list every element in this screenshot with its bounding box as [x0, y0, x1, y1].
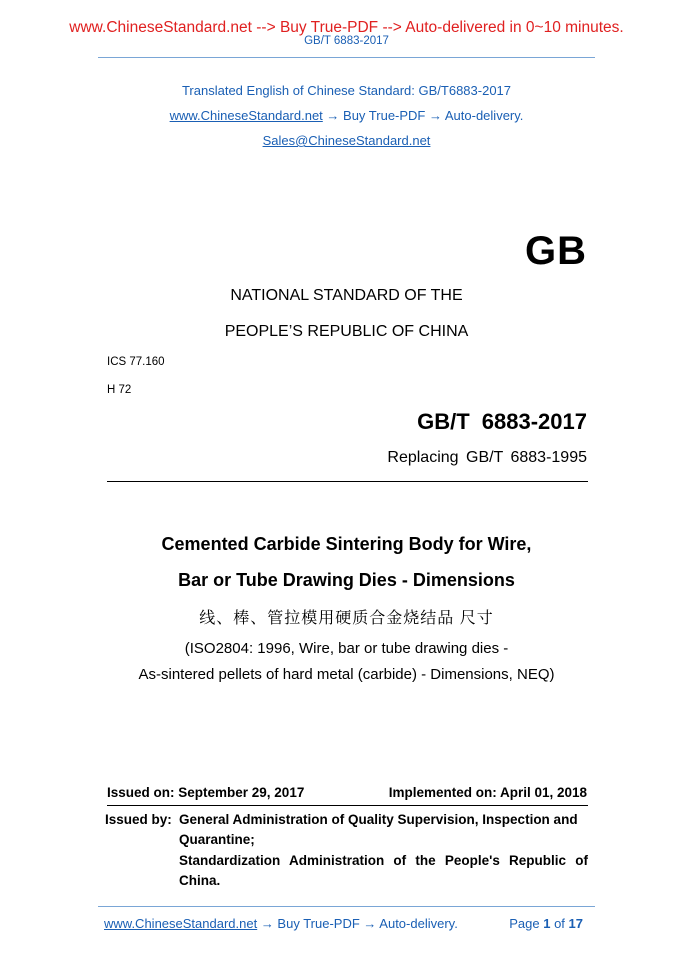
footer-site-suffix: → Buy True-PDF → Auto-delivery. — [257, 916, 458, 931]
gb-logo: GB — [525, 229, 587, 273]
top-banner[interactable]: www.ChineseStandard.net --> Buy True-PDF --> Auto-delivered in 0~10 minutes. — [69, 19, 624, 36]
english-title-line1: Cemented Carbide Sintering Body for Wire, — [161, 534, 532, 554]
issued-date: Issued on: September 29, 2017 — [107, 785, 305, 800]
page-label: Page — [509, 916, 540, 931]
issuer-org1-line1: General Administration of Quality Supervision, Inspection and — [179, 812, 578, 827]
english-title-line2: Bar or Tube Drawing Dies - Dimensions — [178, 570, 515, 590]
intro-link-line — [0, 108, 693, 123]
issuer-org1 — [179, 810, 588, 850]
page-total: 17 — [568, 916, 583, 931]
header-standard-code: GB/T 6883-2017 — [304, 35, 389, 47]
sales-email-line — [0, 133, 693, 148]
implemented-date: Implemented on: April 01, 2018 — [388, 785, 587, 800]
issuer-org1-line2: Quarantine; — [179, 832, 255, 847]
issuer-org2 — [179, 851, 588, 891]
footer-link-line — [104, 916, 458, 931]
translation-note: Translated English of Chinese Standard: GB/T6883-2017 — [181, 83, 512, 98]
issuer-org2-line1: Standardization Administration of the People's Republic of — [179, 853, 588, 868]
replacing-standard: Replacing GB/T 6883-1995 — [387, 449, 587, 466]
standard-number: GB/T 6883-2017 — [417, 409, 587, 434]
site-link[interactable]: www.ChineseStandard.net — [169, 108, 323, 123]
footer-site-link[interactable]: www.ChineseStandard.net — [104, 916, 258, 931]
site-link-suffix: → Buy True-PDF → Auto-delivery. — [322, 108, 524, 123]
page-indicator — [509, 916, 583, 931]
national-standard-line2: PEOPLE’S REPUBLIC OF CHINA — [224, 323, 469, 340]
issuer-org2-line2: China. — [179, 873, 221, 888]
title-divider — [107, 481, 588, 482]
header-divider — [98, 57, 595, 58]
page-of: of — [554, 916, 565, 931]
issuer-label: Issued by: — [105, 812, 172, 827]
ics-code: ICS 77.160 — [107, 356, 165, 368]
iso-reference-line1: (ISO2804: 1996, Wire, bar or tube drawing dies - — [184, 640, 509, 657]
page-current: 1 — [543, 916, 551, 931]
iso-reference-line2: As-sintered pellets of hard metal (carbide) - Dimensions, NEQ) — [138, 666, 555, 683]
footer-divider — [98, 906, 595, 907]
sales-email-link[interactable]: Sales@ChineseStandard.net — [262, 133, 431, 148]
national-standard-line1: NATIONAL STANDARD OF THE — [230, 287, 463, 304]
chinese-title: 线、棒、管拉模用硬质合金烧结品 尺寸 — [199, 610, 494, 627]
dates-divider — [107, 805, 588, 806]
h-code: H 72 — [107, 384, 132, 396]
